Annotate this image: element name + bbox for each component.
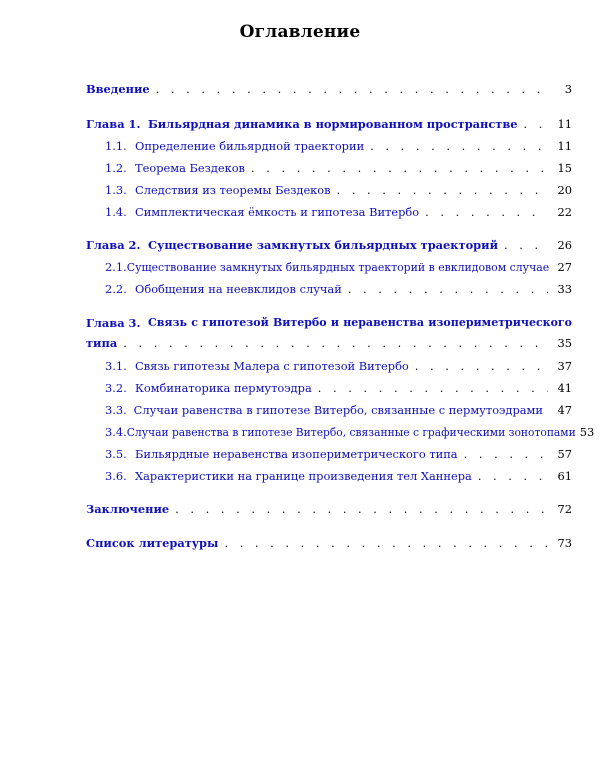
toc-section-1-3[interactable] [86,183,572,197]
section-number: 3.4. [105,425,127,439]
dot-leader [504,238,548,252]
section-number: 2.2. [105,282,127,296]
section-number: 1.4. [105,205,127,219]
section-page: 41 [557,381,572,395]
section-number: 3.3. [105,403,127,417]
toc-section-2-1[interactable] [86,260,572,275]
section-page: 47 [557,403,572,417]
toc-section-3-5[interactable] [86,447,572,461]
section-title[interactable]: Комбинаторика пермутоэдра [135,381,312,395]
toc-section-3-3[interactable] [86,403,572,417]
dot-leader [251,161,548,175]
toc-conclusion-page: 72 [557,502,572,516]
dot-leader [524,117,548,131]
toc-chapter-2[interactable] [86,238,572,252]
section-title[interactable]: Теорема Бездеков [135,161,245,175]
dot-leader [224,536,548,550]
toc-bibliography-page: 73 [557,536,572,550]
dot-leader [318,381,548,395]
chapter-title[interactable]: Бильярдная динамика в нормированном пространстве [148,117,518,131]
section-title[interactable]: Обобщения на неевклидов случай [135,282,342,296]
section-number: 3.5. [105,447,127,461]
dot-leader [415,359,548,373]
dot-leader [370,139,548,153]
toc-intro-title[interactable]: Введение [86,82,150,96]
dot-leader [348,282,548,296]
dot-leader [175,502,548,516]
section-number: 2.1. [105,260,127,274]
chapter-page: 35 [557,336,572,350]
toc-entry-bibliography[interactable] [86,536,572,550]
section-number: 1.1. [105,139,127,153]
section-title[interactable]: Характеристики на границе произведения тел Ханнера [135,469,472,483]
dot-leader [478,469,548,483]
chapter-number: Глава 2. [86,238,141,252]
chapter-number: Глава 3. [86,316,141,330]
chapter-number: Глава 1. [86,117,141,131]
section-number: 3.6. [105,469,127,483]
section-number: 1.2. [105,161,127,175]
section-number: 3.2. [105,381,127,395]
toc-section-3-6[interactable] [86,469,572,483]
section-page: 57 [557,447,572,461]
toc-conclusion-title[interactable]: Заключение [86,502,170,516]
toc-chapter-3[interactable] [86,316,572,350]
section-title[interactable]: Существование замкнутых бильярдных траекторий в евклидовом случае [126,261,550,274]
section-title[interactable]: Симплектическая ёмкость и гипотеза Витербо [135,205,420,219]
section-page: 33 [557,282,572,296]
toc-section-1-2[interactable] [86,161,572,175]
toc-section-3-4[interactable] [86,425,595,440]
toc-bibliography-title[interactable]: Список литературы [86,536,219,550]
toc-section-1-4[interactable] [86,205,572,219]
toc-intro-page: 3 [564,82,572,96]
section-title[interactable]: Случаи равенства в гипотезе Витербо, связанные с графическими зонотопами [126,426,576,439]
toc-chapter-1[interactable] [86,117,572,131]
toc-section-2-2[interactable] [86,282,572,296]
chapter-page: 11 [557,117,572,131]
chapter-title[interactable]: Существование замкнутых бильярдных траекторий [148,238,499,252]
chapter-page: 26 [557,238,572,252]
section-page: 11 [557,139,572,153]
section-title[interactable]: Бильярдные неравенства изопериметрического типа [135,447,458,461]
section-page: 15 [557,161,572,175]
section-page: 22 [557,205,572,219]
section-title[interactable]: Определение бильярдной траектории [135,139,365,153]
toc-entry-intro[interactable] [86,82,572,96]
section-title[interactable]: Случаи равенства в гипотезе Витербо, связанные с пермутоэдрами [133,403,543,417]
section-number: 3.1. [105,359,127,373]
dot-leader [156,82,548,96]
section-page: 20 [557,183,572,197]
dot-leader [425,205,548,219]
toc-entry-conclusion[interactable] [86,502,572,516]
toc-section-3-2[interactable] [86,381,572,395]
section-page: 61 [557,469,572,483]
section-page: 27 [557,260,572,274]
section-title[interactable]: Связь гипотезы Малера с гипотезой Витербо [135,359,409,373]
section-page: 37 [557,359,572,373]
dot-leader [464,447,548,461]
page-title: Оглавление [239,22,361,42]
dot-leader [123,336,548,350]
chapter-title-line-2[interactable]: типа [86,336,118,350]
section-page: 53 [579,425,595,439]
toc-section-3-1[interactable] [86,359,572,373]
dot-leader [337,183,548,197]
chapter-title-line-1[interactable]: Связь с гипотезой Витербо и неравенства изопериметрического [148,316,572,329]
section-title[interactable]: Следствия из теоремы Бездеков [135,183,331,197]
section-number: 1.3. [105,183,127,197]
toc-section-1-1[interactable] [86,139,572,153]
